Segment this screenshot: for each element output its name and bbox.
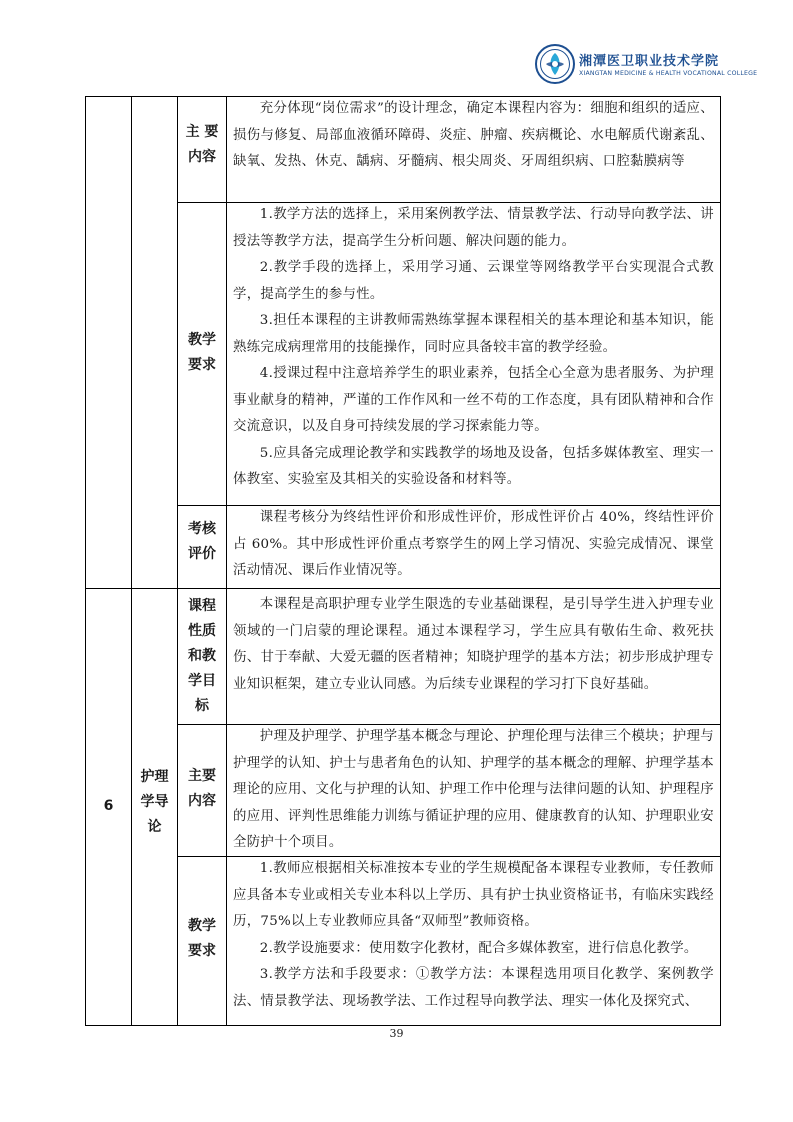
table-border-right — [720, 96, 721, 1026]
table-border-left — [85, 96, 86, 1026]
teaching-req-text — [233, 202, 714, 494]
school-logo — [535, 44, 758, 90]
assessment-label: 考核 评价 — [188, 521, 216, 562]
course-nature-text: 本课程是高职护理专业学生限选的专业基础课程，是引导学生进入护理专业领域的一门启蒙的理论课程。通过本课程学习，学生应具有敬佑生命、救死扶伤、甘于奉献、大爱无疆的医者精神；知晓护理学的基本方法；初步形成护理专业知识框架，建立专业认同感。为后续专业课程的学习打下良好基础。 — [233, 597, 714, 692]
list-item: 3.教学方法和手段要求：①教学方法：本课程选用项目化教学、案例教学法、情景教学法、现场教学法、工作过程导向教学法、理实一体化及探究式、 — [233, 967, 714, 1009]
list-item: 5.应具备完成理论教学和实践教学的场地及设备，包括多媒体教室、理实一体教室、实验室及其相关的实验设备和材料等。 — [233, 445, 714, 487]
list-item: 1.教学方法的选择上，采用案例教学法、情景教学法、行动导向教学法、讲授法等教学方法，提高学生分析问题、解决问题的能力。 — [233, 207, 714, 249]
list-item: 2.教学设施要求：使用数字化教材，配合多媒体教室，进行信息化教学。 — [259, 940, 698, 956]
main-content-text: 充分体现“岗位需求”的设计理念，确定本课程内容为：细胞和组织的适应、损伤与修复、局部血液循环障碍、炎症、肿瘤、疾病概论、水电解质代谢紊乱、缺氧、发热、休克、龋病、牙髓病、根尖周炎、牙周组织病、口腔黏膜病等 — [233, 101, 714, 169]
page-number: 39 — [389, 1027, 404, 1040]
main-content-text-6: 护理及护理学、护理学基本概念与理论、护理伦理与法律三个模块；护理与护理学的认知、护士与患者角色的认知、护理学的基本概念的理解、护理学基本理论的应用、文化与护理的认知、护理工作中伦理与法律问题的认知、护理程序的应用、评判性思维能力训练与循证护理的应用、健康教育的认知、护理职业安全防护十个项目。 — [233, 729, 714, 850]
teaching-req-label: 教学 要求 — [188, 332, 216, 373]
table-col-divider-3 — [226, 96, 227, 1026]
table-col-divider-1 — [131, 96, 132, 1026]
school-name-en: XIANGTAN MEDICINE & HEALTH VOCATIONAL COLLEGE — [579, 70, 758, 77]
teaching-req-text-6 — [233, 856, 714, 1015]
teaching-req-label-6: 教学 要求 — [188, 918, 216, 959]
course-name: 护理 学导 论 — [140, 769, 169, 835]
school-emblem-icon — [535, 44, 575, 84]
list-item: 1.教师应根据相关标准按本专业的学生规模配备本课程专业教师，专任教师应具备本专业或相关专业本科以上学历、具有护士执业资格证书，有临床实践经历，75%以上专业教师应具备“双师型”教师资格。 — [233, 861, 714, 929]
curriculum-table — [85, 96, 721, 1026]
list-item: 3.担任本课程的主讲教师需熟练掌握本课程相关的基本理论和基本知识，能熟练完成病理常用的技能操作，同时应具备较丰富的教学经验。 — [233, 313, 714, 355]
row-divider — [85, 588, 721, 589]
assessment-text: 课程考核分为终结性评价和形成性评价，形成性评价占 40%，终结性评价占 60%。其中形成性评价重点考察学生的网上学习情况、实验完成情况、课堂活动情况、课后作业情况等。 — [233, 510, 714, 578]
list-item: 2.教学手段的选择上，采用学习通、云课堂等网络教学平台实现混合式教学，提高学生的参与性。 — [233, 260, 714, 302]
school-name-cn: 湘潭医卫职业技术学院 — [579, 54, 720, 69]
list-item: 4.授课过程中注意培养学生的职业素养，包括全心全意为患者服务、为护理事业献身的精神，严谨的工作作风和一丝不苟的工作态度，具有团队精神和合作交流意识，以及自身可持续发展的学习探索能力等。 — [233, 366, 714, 434]
course-number: 6 — [103, 798, 114, 814]
main-content-label-6: 主要 内容 — [188, 768, 216, 809]
main-content-label: 主 要 内容 — [185, 124, 219, 165]
course-nature-label: 课程 性质 和教 学目 标 — [188, 598, 216, 714]
table-border-bottom — [85, 1025, 721, 1026]
